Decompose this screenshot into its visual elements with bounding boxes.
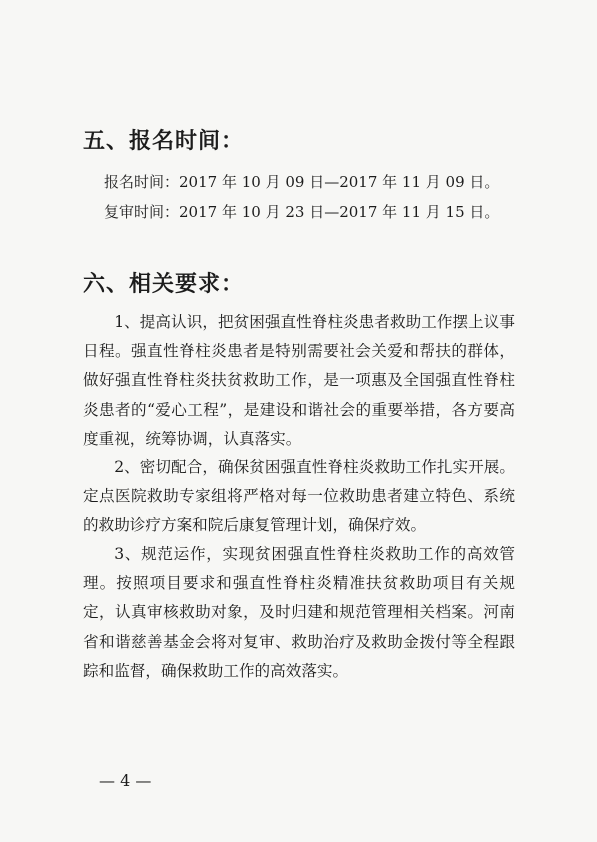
section-heading-signup-time: 五、报名时间：	[83, 128, 245, 154]
requirement-paragraph-2: 2、密切配合，确保贫困强直性脊柱炎救助工作扎实开展。定点医院救助专家组将严格对每一位救助患者建立特色、系统的救助诊疗方案和院后康复管理计划，确保疗效。	[83, 458, 515, 535]
section-heading-requirements: 六、相关要求：	[83, 271, 245, 297]
requirement-paragraph-1: 1、提高认识，把贫困强直性脊柱炎患者救助工作摆上议事日程。强直性脊柱炎患者是特别需要社会关爱和帮扶的群体，做好强直性脊柱炎扶贫救助工作，是一项惠及全国强直性脊柱炎患者的“爱心工程”，是建设和谐社会的重要举措，各方要高度重视，统筹协调，认真落实。	[83, 313, 515, 448]
review-time-line: 复审时间：2017 年 10 月 23 日—2017 年 11 月 15 日。	[104, 203, 500, 221]
requirement-paragraph-3: 3、规范运作，实现贫困强直性脊柱炎救助工作的高效管理。按照项目要求和强直性脊柱炎精准扶贫救助项目有关规定，认真审核救助对象，及时归建和规范管理相关档案。河南省和谐慈善基金会将对复审、救助治疗及救助金拨付等全程跟踪和监督，确保救助工作的高效落实。	[83, 545, 515, 680]
signup-time-line: 报名时间：2017 年 10 月 09 日—2017 年 11 月 09 日。	[104, 173, 500, 191]
page-number: — 4 —	[99, 771, 152, 790]
